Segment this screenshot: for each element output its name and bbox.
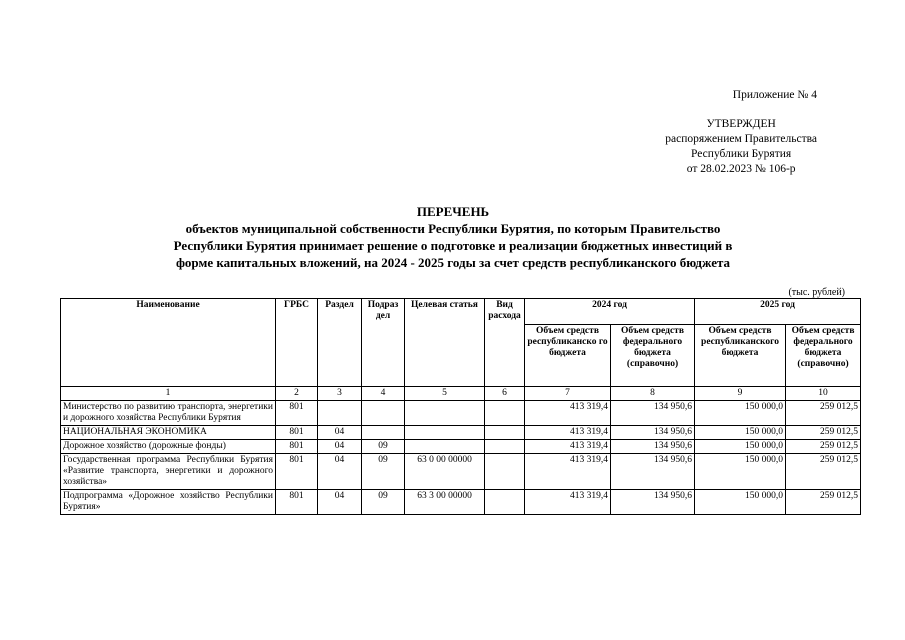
row-rep-2024: 413 319,4 xyxy=(525,426,611,440)
table-row xyxy=(61,426,861,440)
row-section: 04 xyxy=(318,454,362,490)
row-fed-2024: 134 950,6 xyxy=(611,426,695,440)
approval-line-2: Республики Бурятия xyxy=(691,148,792,160)
row-fed-2024: 134 950,6 xyxy=(611,454,695,490)
column-number: 4 xyxy=(362,387,405,401)
header-fed-2024: Объем средств федерального бюджета (справочно) xyxy=(611,325,695,387)
title-line-1: объектов муниципальной собственности Республики Бурятия, по которым Правительство xyxy=(185,221,721,236)
row-target: 63 3 00 00000 xyxy=(405,490,485,515)
row-grbs: 801 xyxy=(276,440,318,454)
row-subsection xyxy=(362,426,405,440)
title-line-3: форме капитальных вложений, на 2024 - 2025 годы за счет средств республиканского бюджета xyxy=(175,255,731,270)
row-section: 04 xyxy=(318,490,362,515)
row-grbs: 801 xyxy=(276,426,318,440)
units-note: (тыс. рублей) xyxy=(788,287,845,298)
row-rep-2025: 150 000,0 xyxy=(695,454,786,490)
approval-line-3: от 28.02.2023 № 106-р xyxy=(686,163,796,175)
approval-block xyxy=(665,88,817,177)
row-expense-type xyxy=(485,454,525,490)
row-rep-2024: 413 319,4 xyxy=(525,401,611,426)
row-expense-type xyxy=(485,426,525,440)
header-grbs: ГРБС xyxy=(276,299,318,387)
row-rep-2025: 150 000,0 xyxy=(695,440,786,454)
row-subsection: 09 xyxy=(362,440,405,454)
document-title xyxy=(60,203,846,271)
column-number: 3 xyxy=(318,387,362,401)
column-number: 10 xyxy=(786,387,861,401)
column-number: 9 xyxy=(695,387,786,401)
column-number: 2 xyxy=(276,387,318,401)
column-number: 6 xyxy=(485,387,525,401)
row-section: 04 xyxy=(318,426,362,440)
row-grbs: 801 xyxy=(276,454,318,490)
row-expense-type xyxy=(485,401,525,426)
row-rep-2024: 413 319,4 xyxy=(525,440,611,454)
row-section: 04 xyxy=(318,440,362,454)
header-fed-2025: Объем средств федерального бюджета (справочно) xyxy=(786,325,861,387)
table-row xyxy=(61,490,861,515)
header-year-2024: 2024 год xyxy=(525,299,695,325)
row-expense-type xyxy=(485,490,525,515)
row-fed-2025: 259 012,5 xyxy=(786,490,861,515)
header-year-2025: 2025 год xyxy=(695,299,861,325)
header-target: Целевая статья xyxy=(405,299,485,387)
row-subsection: 09 xyxy=(362,490,405,515)
annex-number: Приложение № 4 xyxy=(732,89,817,101)
header-name: Наименование xyxy=(61,299,276,387)
header-rep-2025: Объем средств республиканского бюджета xyxy=(695,325,786,387)
row-fed-2025: 259 012,5 xyxy=(786,426,861,440)
table-row xyxy=(61,454,861,490)
row-rep-2025: 150 000,0 xyxy=(695,490,786,515)
row-section xyxy=(318,401,362,426)
row-fed-2025: 259 012,5 xyxy=(786,401,861,426)
header-section: Раздел xyxy=(318,299,362,387)
row-target xyxy=(405,401,485,426)
row-subsection: 09 xyxy=(362,454,405,490)
title-line-2: Республики Бурятия принимает решение о подготовке и реализации бюджетных инвестиций в xyxy=(173,238,733,253)
column-number: 5 xyxy=(405,387,485,401)
row-subsection xyxy=(362,401,405,426)
row-name: НАЦИОНАЛЬНАЯ ЭКОНОМИКА xyxy=(61,426,276,440)
table-body xyxy=(61,401,861,515)
row-fed-2024: 134 950,6 xyxy=(611,401,695,426)
approval-line-1: распоряжением Правительства xyxy=(665,133,817,145)
row-target xyxy=(405,426,485,440)
row-name: Министерство по развитию транспорта, энергетики и дорожного хозяйства Республики Бурятия xyxy=(61,401,276,426)
table-row xyxy=(61,440,861,454)
row-rep-2025: 150 000,0 xyxy=(695,401,786,426)
row-grbs: 801 xyxy=(276,401,318,426)
column-number: 8 xyxy=(611,387,695,401)
row-fed-2025: 259 012,5 xyxy=(786,440,861,454)
title-heading: ПЕРЕЧЕНЬ xyxy=(416,204,490,219)
column-number-row xyxy=(61,387,861,401)
row-expense-type xyxy=(485,440,525,454)
row-rep-2024: 413 319,4 xyxy=(525,490,611,515)
column-number: 1 xyxy=(61,387,276,401)
investment-table xyxy=(60,298,861,515)
table-row xyxy=(61,401,861,426)
row-grbs: 801 xyxy=(276,490,318,515)
row-target xyxy=(405,440,485,454)
row-target: 63 0 00 00000 xyxy=(405,454,485,490)
row-name: Дорожное хозяйство (дорожные фонды) xyxy=(61,440,276,454)
row-fed-2025: 259 012,5 xyxy=(786,454,861,490)
header-expense-type: Вид расхода xyxy=(485,299,525,387)
row-rep-2024: 413 319,4 xyxy=(525,454,611,490)
row-fed-2024: 134 950,6 xyxy=(611,490,695,515)
approved-label: УТВЕРЖДЕН xyxy=(706,118,776,130)
row-name: Подпрограмма «Дорожное хозяйство Республики Бурятия» xyxy=(61,490,276,515)
header-subsection: Подраз дел xyxy=(362,299,405,387)
approval-stamp xyxy=(665,117,817,177)
row-rep-2025: 150 000,0 xyxy=(695,426,786,440)
header-rep-2024: Объем средств республиканско го бюджета xyxy=(525,325,611,387)
column-number: 7 xyxy=(525,387,611,401)
row-fed-2024: 134 950,6 xyxy=(611,440,695,454)
row-name: Государственная программа Республики Бурятия «Развитие транспорта, энергетики и дорожного хозяйства» xyxy=(61,454,276,490)
